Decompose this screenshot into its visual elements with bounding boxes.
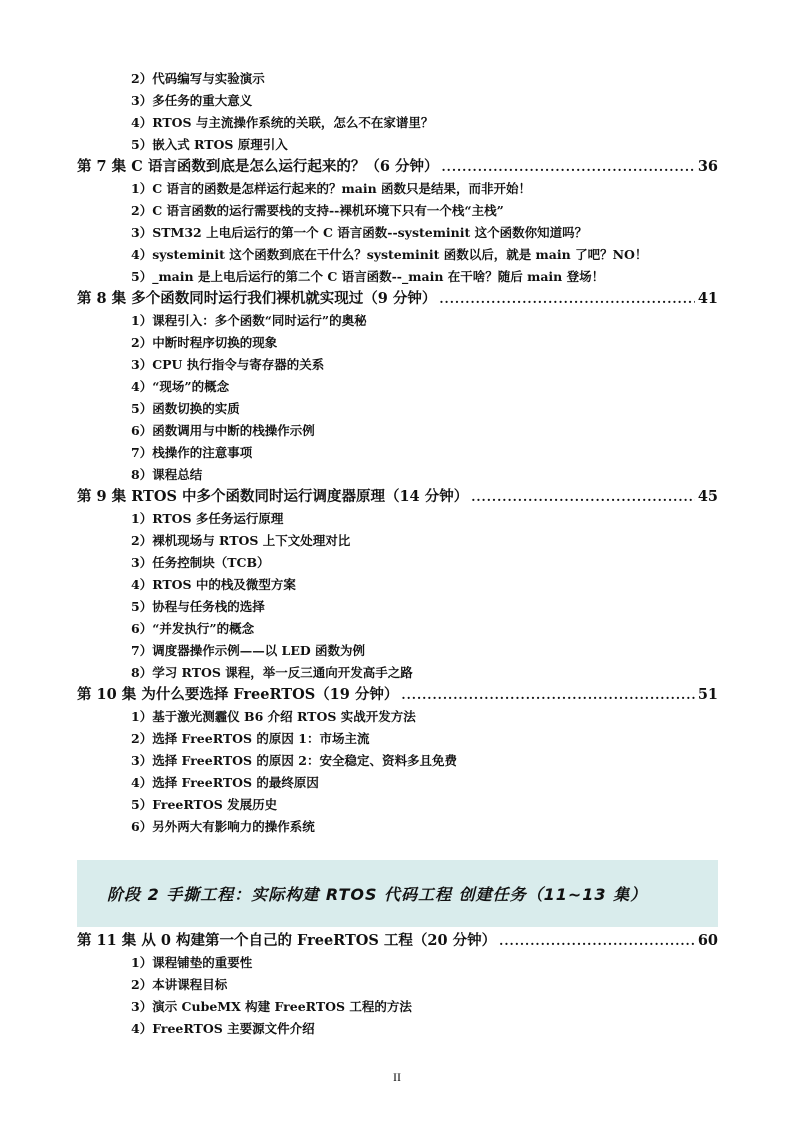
episode-page-number: 41 [697, 290, 718, 307]
toc-subitem: 6）“并发执行”的概念 [131, 621, 255, 636]
episode-title: 第 10 集 为什么要选择 FreeRTOS（19 分钟） [77, 686, 399, 703]
dot-leader [401, 684, 694, 706]
toc-subitem: 2）中断时程序切换的现象 [131, 335, 278, 350]
toc-subitem: 3）选择 FreeRTOS 的原因 2：安全稳定、资料多且免费 [131, 753, 457, 768]
toc-subitem: 1）课程引入：多个函数“同时运行”的奥秘 [131, 313, 367, 328]
episode-title: 第 11 集 从 0 构建第一个自己的 FreeRTOS 工程（20 分钟） [77, 932, 497, 949]
toc-subitem: 1）课程铺垫的重要性 [131, 955, 253, 970]
toc-subitem: 3）演示 CubeMX 构建 FreeRTOS 工程的方法 [131, 999, 412, 1014]
toc-subitem: 8）课程总结 [131, 467, 203, 482]
toc-subitem: 1）基于激光测霾仪 B6 介绍 RTOS 实战开发方法 [131, 709, 416, 724]
dot-leader [471, 486, 695, 508]
dot-leader [439, 288, 694, 310]
table-of-contents [77, 68, 718, 1040]
toc-subitem: 7）调度器操作示例——以 LED 函数为例 [131, 643, 366, 658]
toc-episode-11[interactable] [77, 930, 718, 952]
toc-subitem: 4）FreeRTOS 主要源文件介绍 [131, 1021, 315, 1036]
toc-subitem: 5）嵌入式 RTOS 原理引入 [131, 137, 288, 152]
toc-subitem: 3）任务控制块（TCB） [131, 555, 270, 570]
toc-subitem: 1）C 语言的函数是怎样运行起来的？main 函数只是结果，而非开始！ [131, 181, 532, 196]
toc-subitem: 3）STM32 上电后运行的第一个 C 语言函数--systeminit 这个函数你知道吗？ [131, 225, 588, 240]
toc-subitem: 4）RTOS 与主流操作系统的关联，怎么不在家谱里？ [131, 115, 434, 130]
toc-episode-8[interactable] [77, 288, 718, 310]
toc-episode-7[interactable] [77, 156, 718, 178]
toc-subitem: 5）协程与任务栈的选择 [131, 599, 265, 614]
toc-subitem: 2）本讲课程目标 [131, 977, 228, 992]
toc-subitem: 3）多任务的重大意义 [131, 93, 253, 108]
toc-subitem: 4）RTOS 中的栈及微型方案 [131, 577, 296, 592]
episode-page-number: 36 [697, 158, 718, 175]
stage-title: 阶段 2 手撕工程：实际构建 RTOS 代码工程 创建任务（11~13 集） [107, 885, 648, 904]
episode-page-number: 51 [697, 686, 718, 703]
episode-title: 第 9 集 RTOS 中多个函数同时运行调度器原理（14 分钟） [77, 488, 469, 505]
toc-subitem: 7）栈操作的注意事项 [131, 445, 253, 460]
toc-subitem: 5）FreeRTOS 发展历史 [131, 797, 278, 812]
episode-title: 第 7 集 C 语言函数到底是怎么运行起来的？（6 分钟） [77, 158, 439, 175]
toc-subitem: 4）systeminit 这个函数到底在干什么？systeminit 函数以后，就是 main 了吧？NO！ [131, 247, 648, 262]
toc-subitem: 8）学习 RTOS 课程，举一反三通向开发高手之路 [131, 665, 413, 680]
episode-title: 第 8 集 多个函数同时运行我们裸机就实现过（9 分钟） [77, 290, 437, 307]
toc-subitem: 5）_main 是上电后运行的第二个 C 语言函数--_main 在干啥？随后 main 登场！ [131, 269, 605, 284]
episode-page-number: 60 [697, 932, 718, 949]
toc-subitem: 4）选择 FreeRTOS 的最终原因 [131, 775, 319, 790]
page-number: II [393, 1070, 401, 1084]
stage-banner [77, 860, 718, 927]
toc-subitem: 4）“现场”的概念 [131, 379, 230, 394]
toc-subitem: 2）裸机现场与 RTOS 上下文处理对比 [131, 533, 351, 548]
toc-subitem: 2）代码编写与实验演示 [131, 71, 265, 86]
toc-subitem: 2）选择 FreeRTOS 的原因 1：市场主流 [131, 731, 370, 746]
dot-leader [499, 930, 695, 952]
toc-subitem: 2）C 语言函数的运行需要栈的支持--裸机环境下只有一个栈“主栈” [131, 203, 504, 218]
toc-subitem: 5）函数切换的实质 [131, 401, 240, 416]
toc-subitem: 6）函数调用与中断的栈操作示例 [131, 423, 315, 438]
toc-subitem: 1）RTOS 多任务运行原理 [131, 511, 284, 526]
toc-episode-9[interactable] [77, 486, 718, 508]
episode-page-number: 45 [697, 488, 718, 505]
toc-subitem: 3）CPU 执行指令与寄存器的关系 [131, 357, 325, 372]
dot-leader [441, 156, 694, 178]
toc-subitem: 6）另外两大有影响力的操作系统 [131, 819, 315, 834]
toc-episode-10[interactable] [77, 684, 718, 706]
